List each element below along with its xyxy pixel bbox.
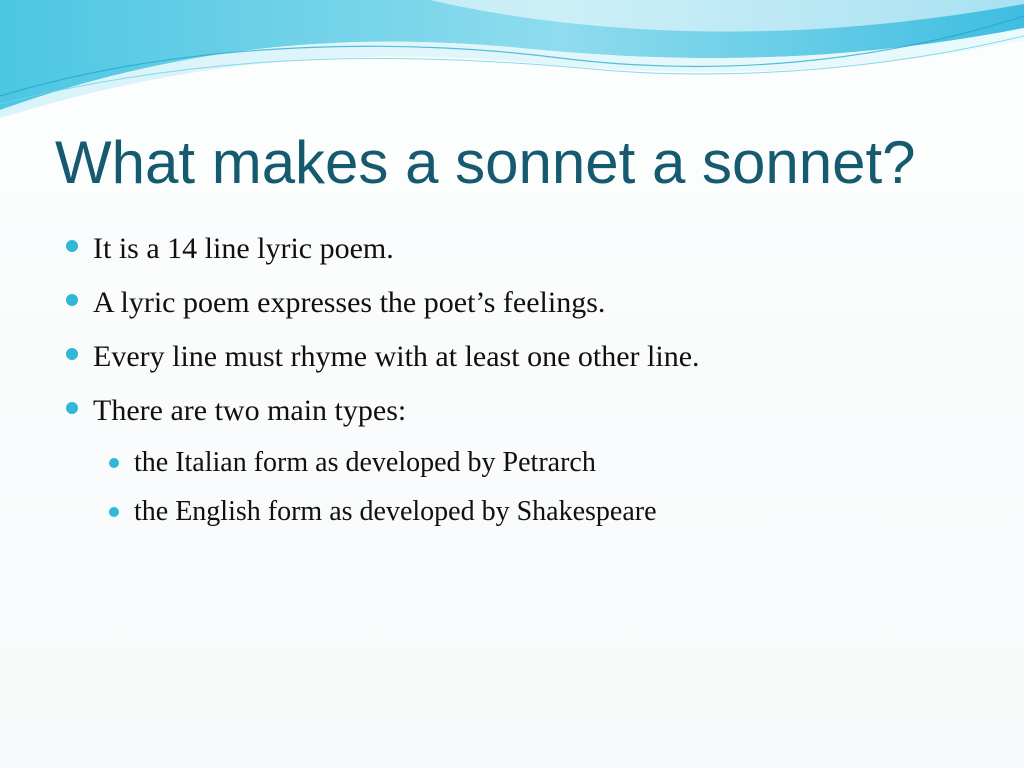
- sub-bullet-text: the Italian form as developed by Petrarch: [134, 447, 596, 478]
- bullet-text: There are two main types:: [93, 394, 407, 427]
- bullet-item: [62, 276, 700, 330]
- bullet-dot-icon: [66, 294, 78, 306]
- sub-bullet-item: [62, 487, 700, 536]
- bullet-item: [62, 384, 700, 438]
- bullet-item: [62, 330, 700, 384]
- bullet-item: [62, 222, 700, 276]
- bullet-dot-icon: [66, 240, 78, 252]
- sub-bullet-text: the English form as developed by Shakespeare: [134, 496, 657, 527]
- bullet-text: A lyric poem expresses the poet’s feelings.: [93, 286, 606, 319]
- bullet-list: [62, 222, 700, 536]
- sub-bullet-dot-icon: [109, 507, 119, 517]
- sub-bullet-item: [62, 438, 700, 487]
- bullet-dot-icon: [66, 402, 78, 414]
- bullet-text: It is a 14 line lyric poem.: [93, 232, 394, 265]
- wave-header-decoration: [0, 0, 1024, 120]
- slide-title: What makes a sonnet a sonnet?: [55, 129, 916, 196]
- bullet-dot-icon: [66, 348, 78, 360]
- bullet-text: Every line must rhyme with at least one other line.: [93, 340, 700, 373]
- sub-bullet-dot-icon: [109, 458, 119, 468]
